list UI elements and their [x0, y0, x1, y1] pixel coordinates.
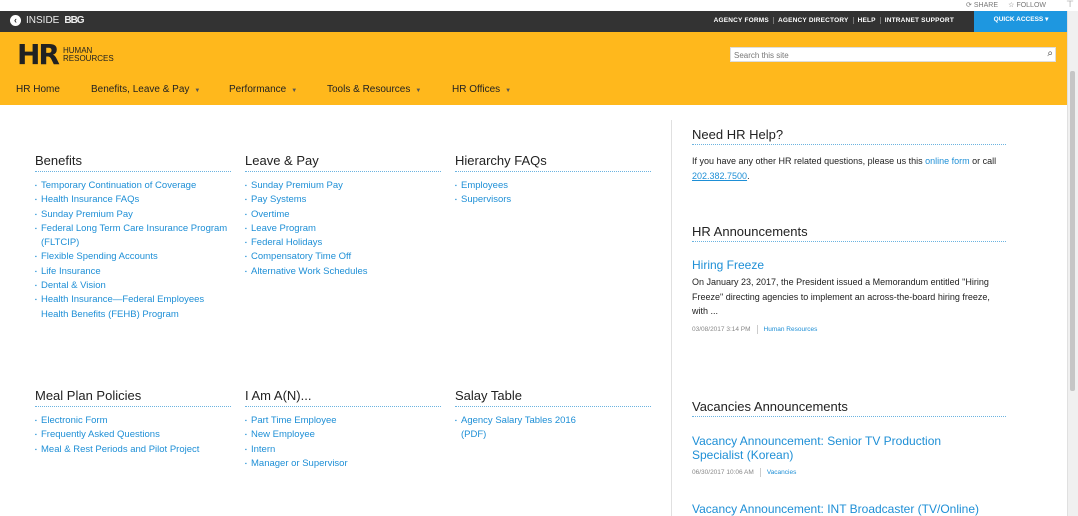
nav-item-performance[interactable] [229, 84, 297, 95]
vacancy-title-link[interactable]: Vacancy Announcement: INT Broadcaster (TV/Online) [692, 502, 980, 516]
section-i-am-a [245, 388, 441, 471]
list-item[interactable]: ▪ Flexible Spending Accounts [35, 250, 231, 264]
list-item[interactable]: ▪ Health Insurance FAQs [35, 193, 231, 207]
section-title: Leave & Pay [245, 153, 441, 172]
section-leave-pay [245, 153, 441, 279]
share-button[interactable] [966, 1, 998, 9]
list-item[interactable]: ▪ Compensatory Time Off [245, 250, 441, 264]
global-bar [0, 11, 1068, 32]
list-item[interactable]: ▪ Overtime [245, 208, 441, 222]
search-placeholder: Search this site [734, 51, 789, 60]
quick-access-button[interactable] [974, 11, 1068, 32]
hr-announcements-heading: HR Announcements [692, 224, 1006, 242]
caret-down-icon: ▼ [415, 88, 422, 94]
vacancy-title-link[interactable]: Vacancy Announcement: Senior TV Production Specialist (Korean) [692, 434, 942, 462]
back-arrow-icon: ‹ [10, 15, 21, 26]
link-list [35, 179, 231, 322]
search-input[interactable] [730, 47, 1056, 62]
caret-down-icon: ▼ [194, 88, 201, 94]
nav-label: Tools & Resources [327, 84, 411, 95]
top-utility-strip [0, 0, 1078, 11]
link-list [245, 414, 441, 471]
section-hierarchy-faqs [455, 153, 651, 208]
section-title: Meal Plan Policies [35, 388, 231, 407]
list-item[interactable]: ▪ Intern [245, 443, 441, 457]
hr-logo[interactable] [17, 38, 114, 71]
inside-label: INSIDE [26, 15, 60, 26]
logo-line-2: RESOURCES [63, 54, 114, 63]
link-list [35, 414, 231, 457]
bbg-logo: BBG [64, 15, 84, 26]
nav-label: HR Offices [452, 84, 501, 95]
list-item[interactable]: ▪ Part Time Employee [245, 414, 441, 428]
section-salary-table [455, 388, 651, 443]
list-item[interactable]: ▪ Agency Salary Tables 2016 (PDF) [455, 414, 601, 443]
meta-divider [760, 468, 761, 477]
list-item[interactable]: ▪ Frequently Asked Questions [35, 428, 231, 442]
list-item[interactable]: ▪ Alternative Work Schedules [245, 265, 441, 279]
list-item[interactable]: ▪ Dental & Vision [35, 279, 231, 293]
section-title: Benefits [35, 153, 231, 172]
nav-item-tools-resources[interactable] [327, 84, 421, 95]
list-item[interactable]: ▪ Leave Program [245, 222, 441, 236]
caret-down-icon: ▼ [291, 88, 298, 94]
caret-down-icon: ▼ [505, 88, 512, 94]
link-list [245, 179, 441, 279]
scrollbar-thumb[interactable] [1070, 71, 1075, 391]
follow-label: FOLLOW [1016, 1, 1046, 9]
post-category-link[interactable]: Vacancies [766, 469, 797, 476]
site-header [0, 32, 1068, 105]
help-text: . [747, 170, 750, 181]
page-scrollbar[interactable] [1067, 11, 1078, 516]
section-title: Salay Table [455, 388, 651, 407]
section-title: I Am A(N)... [245, 388, 441, 407]
pin-icon[interactable]: ⊤ [1066, 0, 1074, 9]
help-text: or call [969, 156, 997, 166]
vacancy-meta [692, 468, 796, 477]
link-list [455, 179, 651, 208]
agency-forms-link[interactable]: AGENCY FORMS [713, 17, 769, 24]
star-icon: ☆ [1008, 2, 1015, 9]
list-item[interactable]: ▪ Life Insurance [35, 265, 231, 279]
section-meal-plan-policies [35, 388, 231, 457]
list-item[interactable]: ▪ Sunday Premium Pay [35, 208, 231, 222]
list-item[interactable]: ▪ Temporary Continuation of Coverage [35, 179, 231, 193]
nav-label: Benefits, Leave & Pay [91, 84, 190, 95]
hr-help-text [692, 154, 1008, 183]
post-date: 06/30/2017 10:06 AM [692, 469, 754, 476]
list-item[interactable]: ▪ Sunday Premium Pay [245, 179, 441, 193]
nav-label: HR Home [16, 84, 60, 95]
list-item[interactable]: ▪ Electronic Form [35, 414, 231, 428]
list-item[interactable]: ▪ Supervisors [455, 193, 651, 207]
logo-line-1: HUMAN [63, 45, 93, 55]
vacancies-heading: Vacancies Announcements [692, 399, 1006, 417]
link-list [455, 414, 651, 443]
post-date: 03/08/2017 3:14 PM [692, 326, 751, 333]
list-item[interactable]: ▪ Federal Holidays [245, 236, 441, 250]
nav-item-benefits-leave-pay[interactable] [91, 84, 200, 95]
share-label: SHARE [973, 1, 998, 9]
search-icon[interactable]: ⌕ [1047, 48, 1053, 59]
nav-label: Performance [229, 84, 287, 95]
announcement-title-link[interactable]: Hiring Freeze [692, 258, 765, 272]
follow-button[interactable] [1008, 1, 1046, 9]
list-item[interactable]: ▪ Pay Systems [245, 193, 441, 207]
hr-help-heading: Need HR Help? [692, 127, 1006, 145]
announcement-body: On January 23, 2017, the President issued a Memorandum entitled "Hiring Freeze" directing agencies to implement an across-the-board hiring freeze, with ... [692, 277, 990, 316]
quick-access-label: QUICK ACCESS [993, 16, 1044, 23]
intranet-support-link[interactable]: INTRANET SUPPORT [880, 17, 958, 24]
list-item[interactable]: ▪ Federal Long Term Care Insurance Program (FLTCIP) [35, 222, 231, 251]
nav-item-hr-home[interactable] [16, 84, 60, 95]
inside-bbg-link[interactable] [10, 15, 84, 26]
list-item[interactable]: ▪ Meal & Rest Periods and Pilot Project [35, 443, 231, 457]
list-item[interactable]: ▪ Manager or Supervisor [245, 457, 441, 471]
agency-links [710, 17, 958, 24]
phone-link[interactable]: 202.382.7500 [692, 170, 748, 181]
nav-item-hr-offices[interactable] [452, 84, 511, 95]
column-divider [671, 120, 672, 516]
list-item[interactable]: ▪ Health Insurance—Federal Employees Health Benefits (FEHB) Program [35, 293, 231, 322]
section-title: Hierarchy FAQs [455, 153, 651, 172]
announcement-meta [692, 325, 817, 334]
section-benefits [35, 153, 231, 322]
chevron-down-icon: ▾ [1045, 16, 1049, 23]
meta-divider [757, 325, 758, 334]
agency-directory-link[interactable]: AGENCY DIRECTORY [773, 17, 853, 24]
help-text: If you have any other HR related questions, please us this [692, 156, 926, 166]
post-category-link[interactable]: Human Resources [763, 326, 818, 333]
list-item[interactable]: ▪ Employees [455, 179, 651, 193]
list-item[interactable]: ▪ New Employee [245, 428, 441, 442]
hr-logo-text [63, 47, 114, 64]
hr-logo-mark: HR [17, 38, 58, 71]
help-link[interactable]: HELP [853, 17, 880, 24]
share-icon: ⟳ [966, 2, 972, 9]
online-form-link[interactable]: online form [925, 156, 970, 166]
